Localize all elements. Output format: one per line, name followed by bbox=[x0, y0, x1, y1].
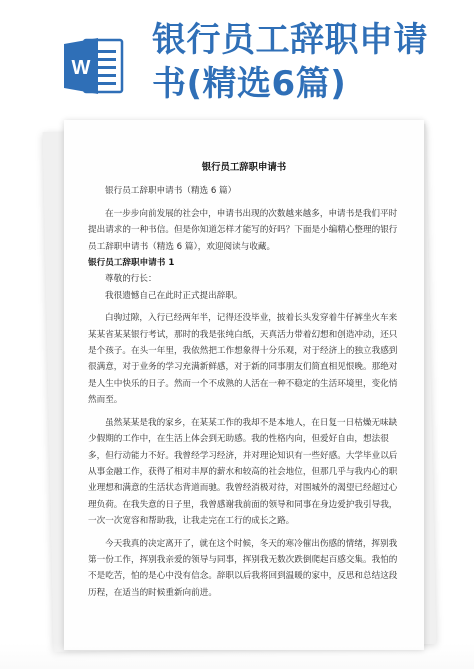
svg-text:W: W bbox=[71, 57, 91, 79]
document-content bbox=[88, 160, 400, 601]
salutation: 尊敬的行长： bbox=[105, 274, 157, 285]
banner-title bbox=[152, 18, 467, 106]
paragraph-2: 虽然某某是我的家乡，在某某工作的我却不是本地人，在日复一日枯燥无味缺少假期的工作中，在生活上体会到无助感。我的性格内向，但爱好自由，想法很多，但行动能力不好。我曾经学习经济，并对理论知识有一些好感。大学毕业以后从事金融工作，获得了相对丰厚的薪水和较高的社会地位，但那几乎与我内心的职业理想和满意的生活状态背道而驰。我曾经消极对待，对围城外的渴望已经超过心理负荷。在我失意的日子里，我曾感谢我前面的领导和同事在身边爱护我引导我，一次一次宽容和帮助我，让我走完在工行的成长之路。 bbox=[88, 417, 398, 527]
banner bbox=[0, 0, 474, 130]
banner-title-line-1: 银行员工辞职申请 bbox=[152, 20, 428, 60]
resignation-line: 我很遗憾自己在此时正式提出辞职。 bbox=[105, 290, 243, 301]
banner-title-line-2: 书(精选6篇) bbox=[152, 64, 347, 104]
intro-paragraph: 在一步步向前发展的社会中，申请书出现的次数越来越多，申请书是我们平时提出请求的一种书信。但是你知道怎样才能写的好吗？下面是小编精心整理的银行员工辞职申请书（精选 6 篇），欢迎阅读与收藏。 bbox=[88, 208, 398, 252]
document-title: 银行员工辞职申请书 bbox=[201, 162, 287, 173]
paragraph-3: 今天我真的决定离开了，就在这个时候，冬天的寒冷催出伤感的情绪，挥别我第一份工作，挥别我亲爱的领导与同事，挥别我无数次跌倒爬起百感交集。我怕的不是吃苦，怕的是心中没有信念。辞职以后我将回到温暖的家中，反思和总结这段历程，在适当的时候重新向前进。 bbox=[88, 538, 398, 598]
document-subtitle: 银行员工辞职申请书（精选 6 篇） bbox=[105, 186, 237, 197]
word-document-icon bbox=[62, 36, 124, 96]
bottom-fade bbox=[0, 643, 474, 669]
section-heading: 银行员工辞职申请书 1 bbox=[88, 258, 175, 269]
paragraph-1: 白驹过隙，入行已经两年半，记得还没毕业，披着长头发穿着牛仔裤坐火车来某某省某某银行考试，那时的我是张纯白纸，天真活力带着幻想和创造冲动，还只是个孩子。在头一年里，我依然把工作想象得十分乐观，对于经济上的独立我感到很满意，对于业务的学习充满新鲜感，对于新的同事朋友们简直相见恨晚。那绝对是人生中快乐的日子。然而一个不成熟的人活在一种不稳定的生活环境里，变化悄然而至。 bbox=[88, 313, 398, 406]
document-page bbox=[64, 120, 424, 650]
